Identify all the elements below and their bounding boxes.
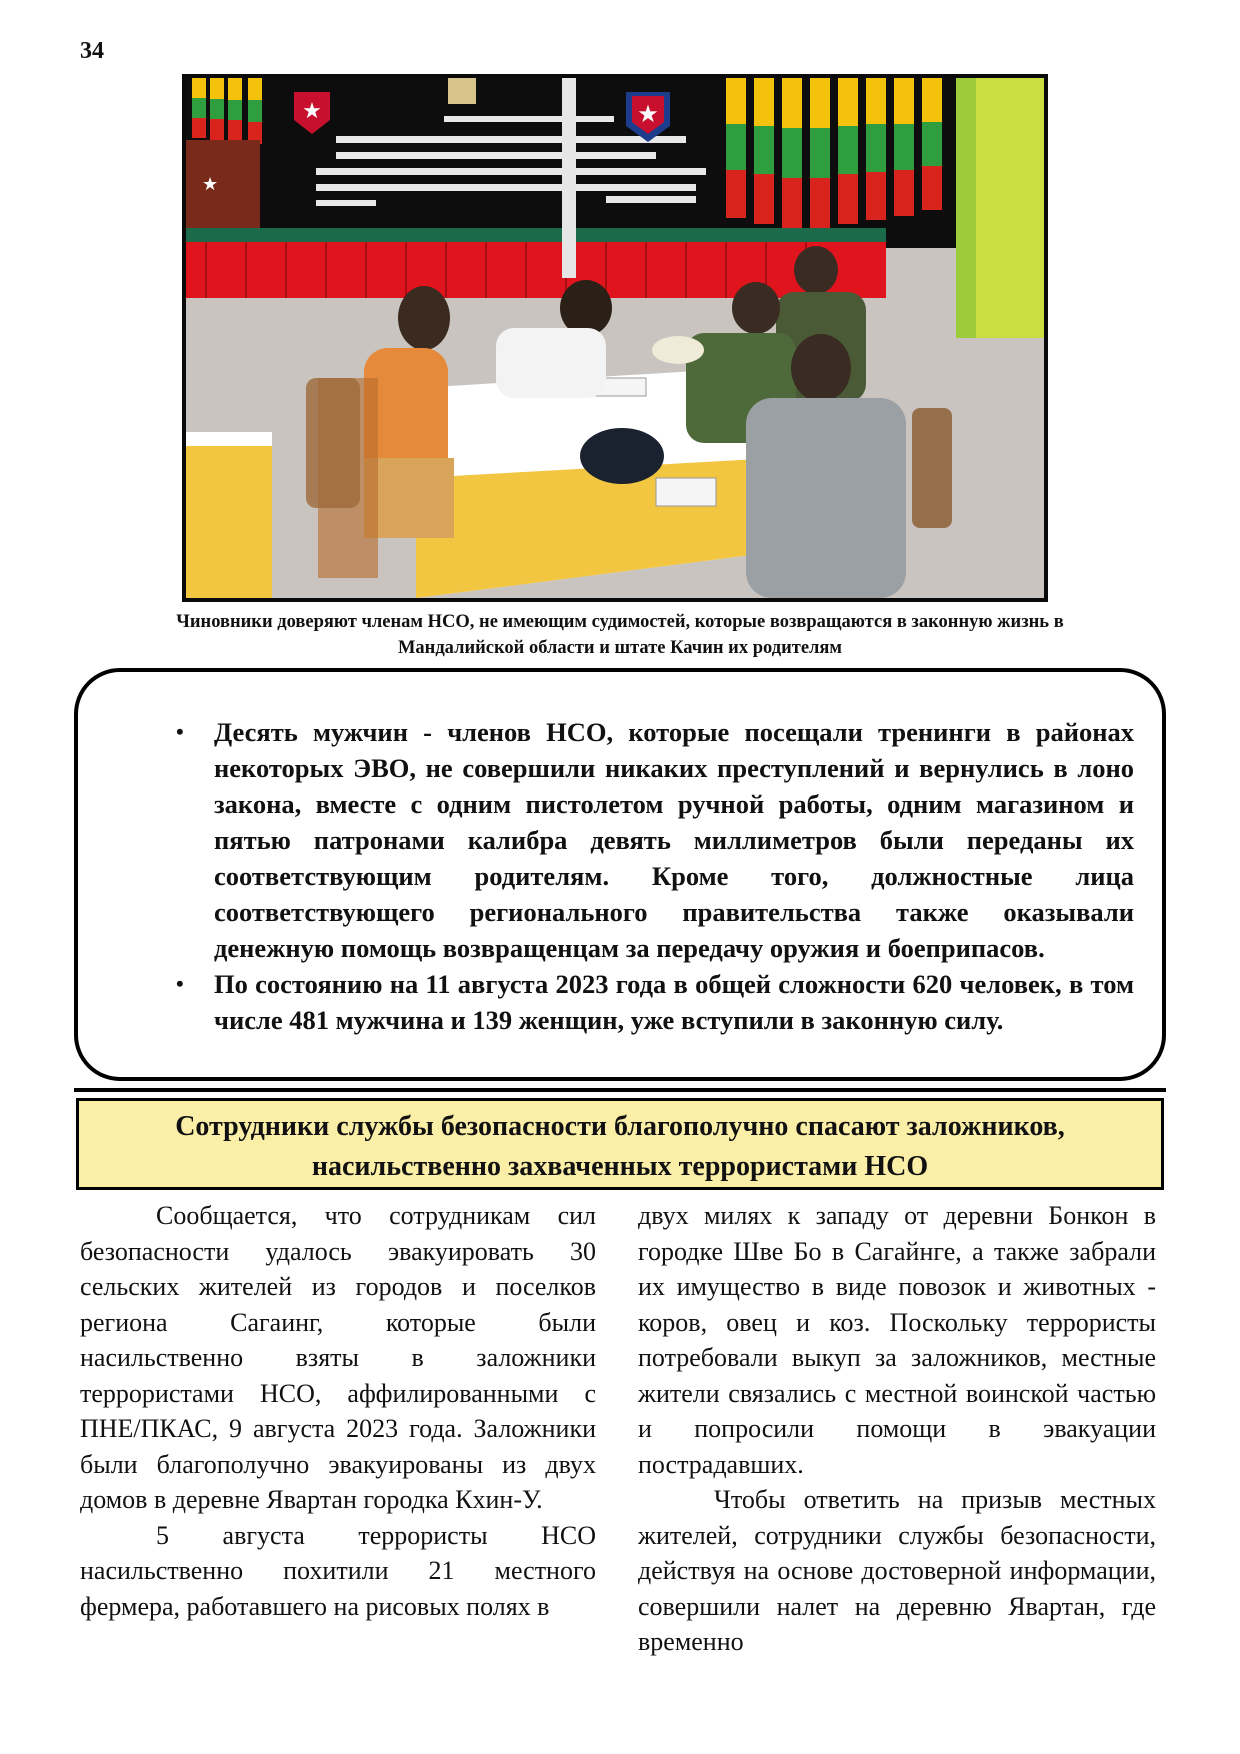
summary-item — [176, 714, 1134, 966]
article-paragraph: Чтобы ответить на призыв местных жителей, сотрудники службы безопасности, действуя на основе достоверной информации, совершили налет на деревню Явартан, где временно — [638, 1485, 1156, 1656]
bullet-icon: • — [176, 971, 184, 996]
news-photo — [182, 74, 1048, 602]
article-headline — [76, 1098, 1164, 1190]
summary-box — [74, 668, 1166, 1081]
article-paragraph: Сообщается, что сотрудникам сил безопасности удалось эвакуировать 30 сельских жителей из городов и поселков региона Сагаинг, которые были насильственно взяты в заложники террористами НСО, аффилированными с ПНЕ/ПКАС, 9 августа 2023 года. Заложники были благополучно эвакуированы из двух домов в деревне Явартан городка Кхин-У. — [80, 1201, 596, 1514]
article-column-right — [638, 1198, 1156, 1660]
article-paragraph: двух милях к западу от деревни Бонкон в городке Шве Бо в Сагайнге, а также забрали их имущество в виде повозок и животных - коров, овец и коз. Поскольку террористы потребовали выкуп за заложников, местные жители связались с местной воинской частью и попросили помощи в эвакуации пострадавших. — [638, 1201, 1156, 1479]
caption-line-2: Мандалийской области и штате Качин их родителям — [397, 638, 843, 658]
summary-item-text: Десять мужчин - членов НСО, которые посещали тренинги в районах некоторых ЭВО, не совершили никаких преступлений и вернулись в лоно закона, вместе с одним пистолетом ручной работы, одним магазином и пятью патронами калибра девять миллиметров были переданы их соответствующим родителям. Кроме того, должностные лица соответствующего регионального правительства также оказывали денежную помощь возвращенцам за передачу оружия и боеприпасов. — [214, 717, 1134, 963]
photo-illustration — [186, 78, 1044, 598]
summary-list — [118, 714, 1134, 1038]
svg-text:★: ★ — [202, 174, 219, 195]
page-number: 34 — [80, 38, 104, 64]
section-divider — [74, 1088, 1166, 1092]
bullet-icon: • — [176, 719, 184, 744]
svg-text:★: ★ — [637, 100, 659, 128]
caption-line-1: Чиновники доверяют членам НСО, не имеющим судимостей, которые возвращаются в законную жизнь в — [176, 612, 1064, 632]
photo-caption — [90, 609, 1150, 661]
headline-line-2: насильственно захваченных террористами НСО — [311, 1151, 929, 1182]
article-column-left — [80, 1198, 596, 1624]
summary-item — [176, 966, 1134, 1038]
headline-line-1: Сотрудники службы безопасности благополучно спасают заложников, — [175, 1111, 1065, 1142]
article-paragraph: 5 августа террористы НСО насильственно похитили 21 местного фермера, работавшего на рисовых полях в — [80, 1520, 596, 1621]
summary-item-text: По состоянию на 11 августа 2023 года в общей сложности 620 человек, в том числе 481 мужчина и 139 женщин, уже вступили в законную силу. — [214, 969, 1134, 1035]
svg-text:★: ★ — [302, 99, 322, 124]
